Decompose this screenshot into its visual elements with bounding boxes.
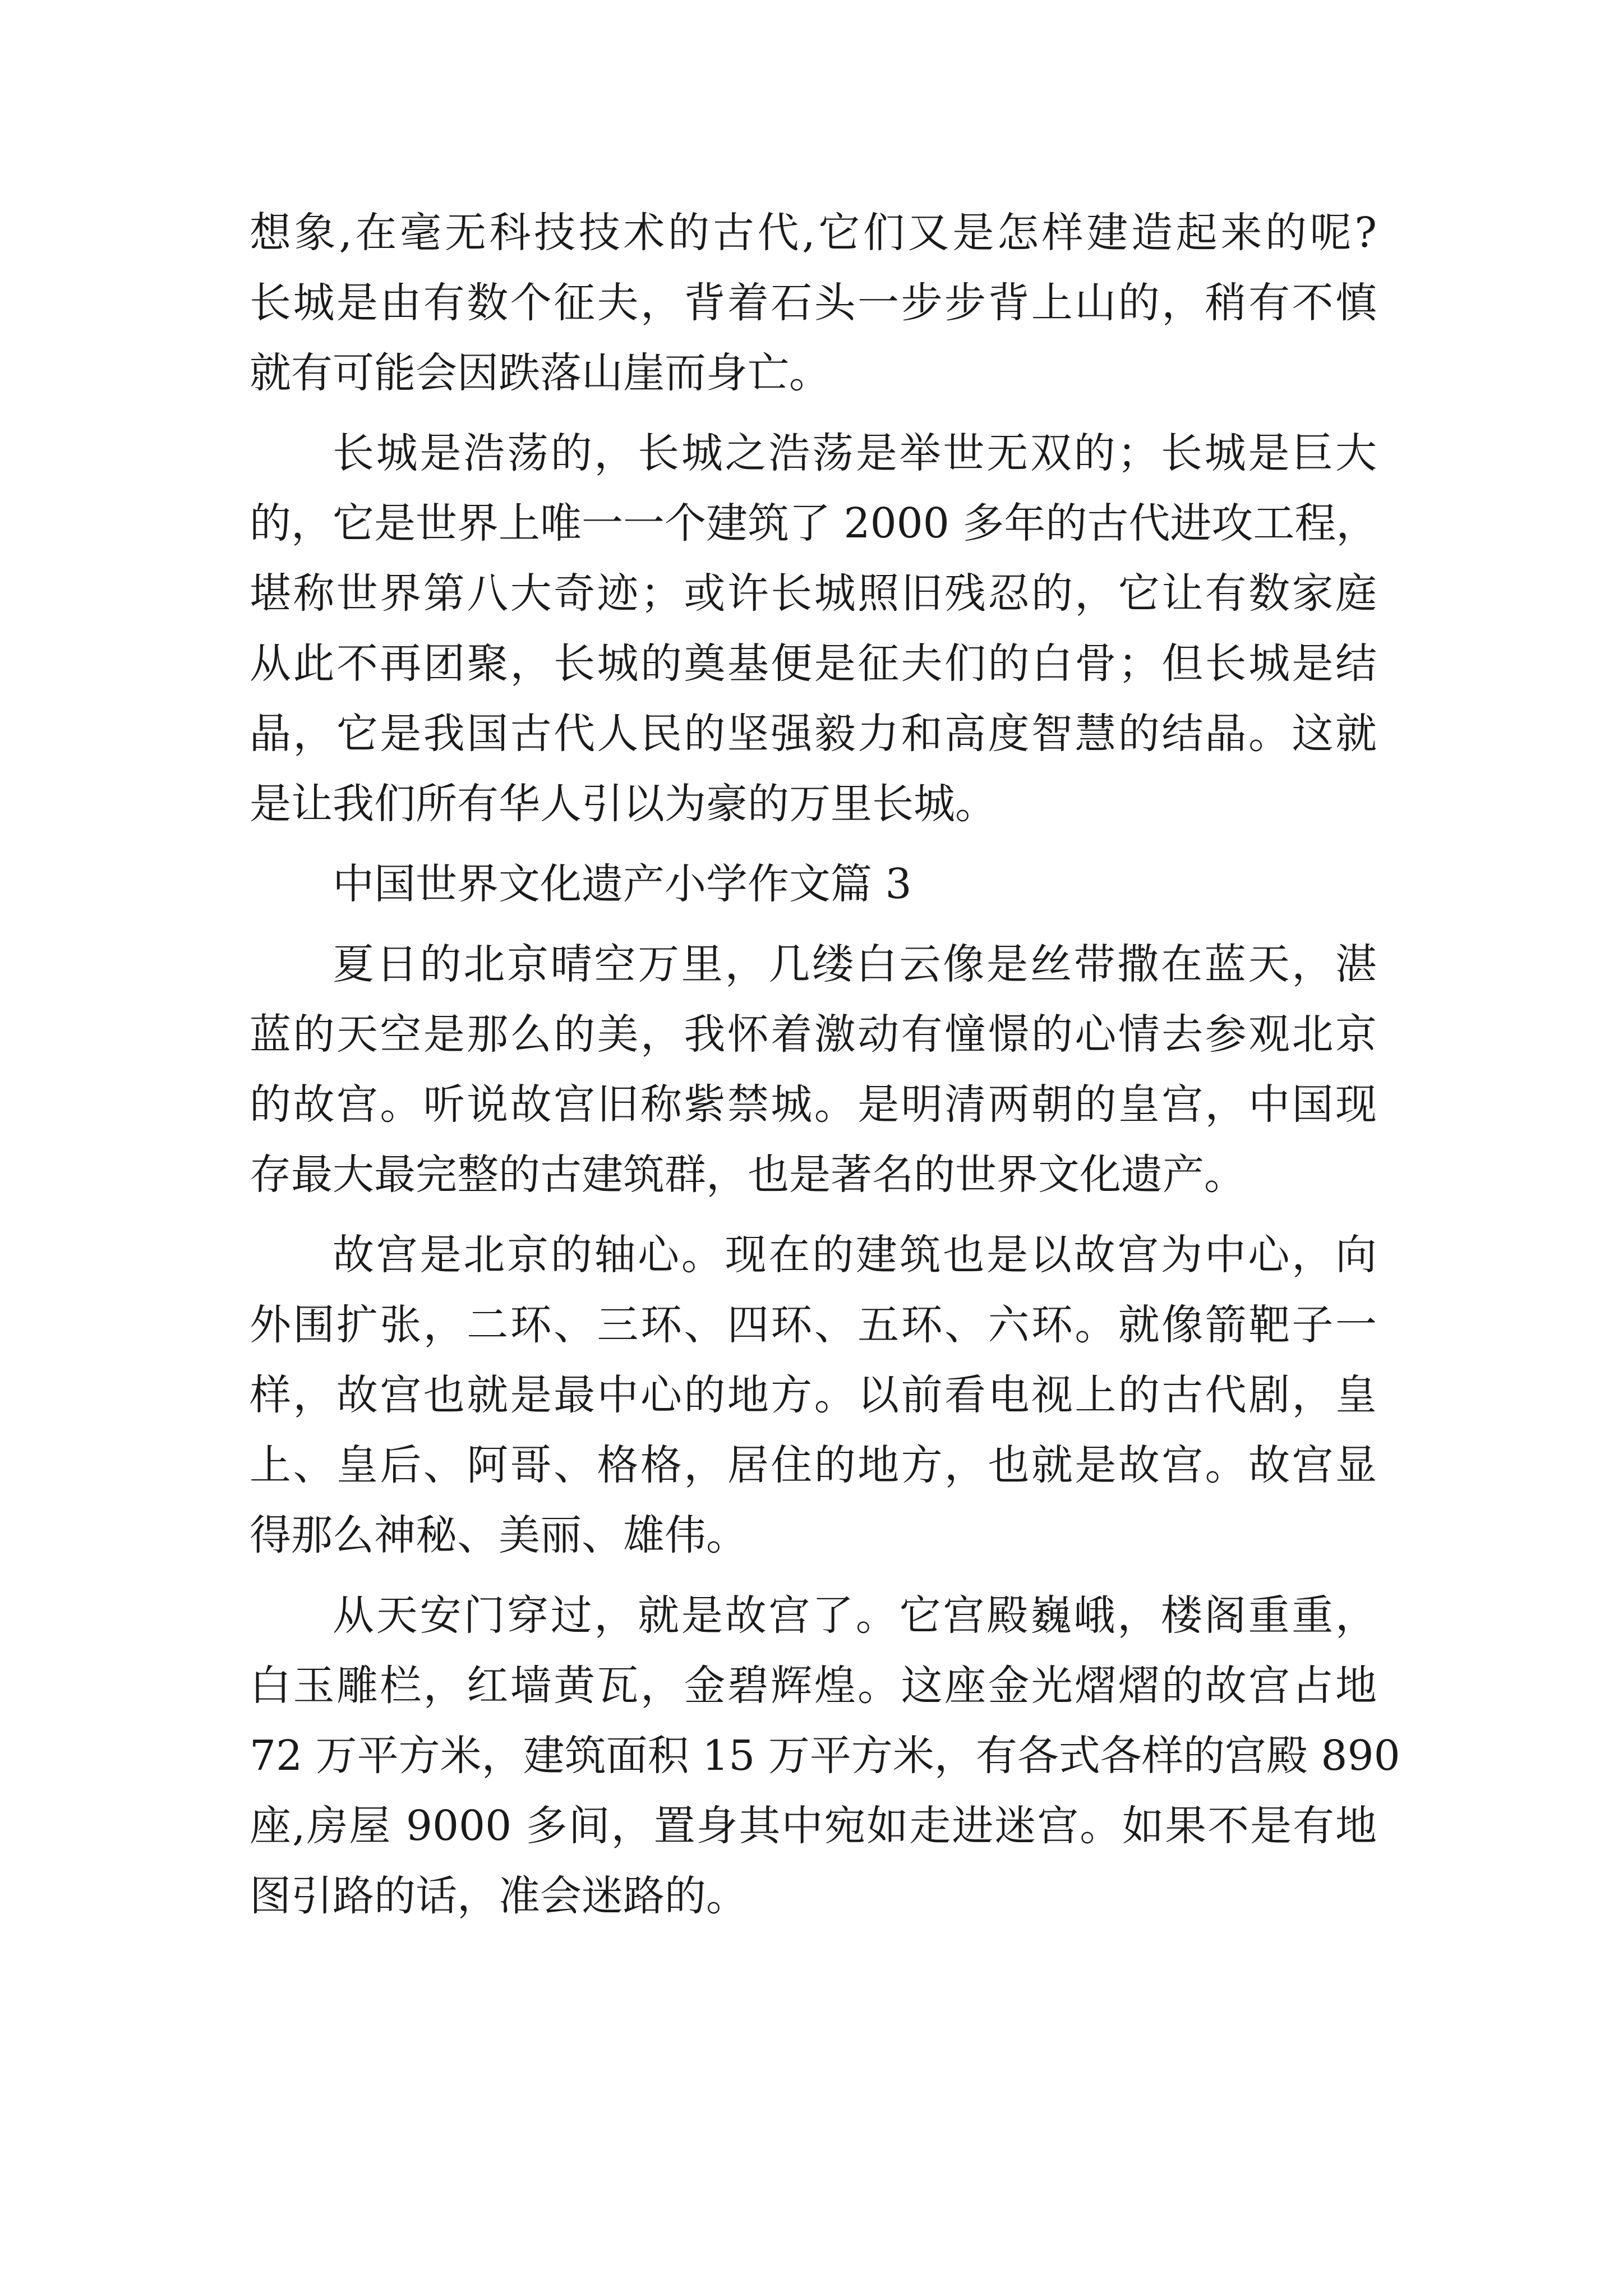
text-line: 长城是由有数个征夫，背着石头一步步背上山的，稍有不慎 — [250, 279, 1377, 327]
text-line: 样，故宫也就是最中心的地方。以前看电视上的古代剧，皇 — [250, 1371, 1377, 1419]
text-line: 蓝的天空是那么的美，我怀着激动有憧憬的心情去参观北京 — [250, 1010, 1377, 1059]
paragraph-first-line: 故宫是北京的轴心。现在的建筑也是以故宫为中心，向 — [333, 1231, 1377, 1279]
text-line: 的，它是世界上唯一一个建筑了 2000 多年的古代进攻工程， — [250, 499, 1378, 547]
paragraph-first-line: 夏日的北京晴空万里，几缕白云像是丝带撒在蓝天，湛 — [333, 940, 1377, 988]
document-body — [250, 198, 1400, 1931]
text-line: 图引路的话，准会迷路的。 — [250, 1872, 748, 1920]
text-line: 想象,在毫无科技技术的古代,它们又是怎样建造起来的呢? — [250, 209, 1377, 257]
text-line: 从此不再团聚，长城的奠基便是征夫们的白骨；但长城是结 — [250, 639, 1377, 688]
paragraph-first-line: 长城是浩荡的，长城之浩荡是举世无双的；长城是巨大 — [333, 429, 1377, 477]
text-line: 就有可能会因跌落山崖而身亡。 — [250, 349, 831, 397]
text-line: 存最大最完整的古建筑群，也是著名的世界文化遗产。 — [250, 1151, 1246, 1199]
paragraph-first-line: 从天安门穿过，就是故宫了。它宫殿巍峨，楼阁重重， — [333, 1591, 1377, 1640]
section-heading: 中国世界文化遗产小学作文篇 3 — [333, 860, 912, 908]
text-line: 堪称世界第八大奇迹；或许长城照旧残忍的，它让有数家庭 — [250, 569, 1377, 618]
text-line: 外围扩张，二环、三环、四环、五环、六环。就像箭靶子一 — [250, 1301, 1377, 1349]
text-line: 晶，它是我国古代人民的坚强毅力和高度智慧的结晶。这就 — [250, 710, 1377, 758]
text-line: 的故宫。听说故宫旧称紫禁城。是明清两朝的皇宫，中国现 — [250, 1080, 1377, 1129]
text-line: 得那么神秘、美丽、雄伟。 — [250, 1511, 748, 1559]
text-line: 座,房屋 9000 多间，置身其中宛如走进迷宫。如果不是有地 — [250, 1802, 1377, 1850]
text-line: 72 万平方米，建筑面积 15 万平方米，有各式各样的宫殿 890 — [250, 1732, 1400, 1780]
text-line: 是让我们所有华人引以为豪的万里长城。 — [250, 780, 997, 828]
text-line: 上、皇后、阿哥、格格，居住的地方，也就是故宫。故宫显 — [250, 1441, 1377, 1489]
text-line: 白玉雕栏，红墙黄瓦，金碧辉煌。这座金光熠熠的故宫占地 — [250, 1662, 1377, 1710]
